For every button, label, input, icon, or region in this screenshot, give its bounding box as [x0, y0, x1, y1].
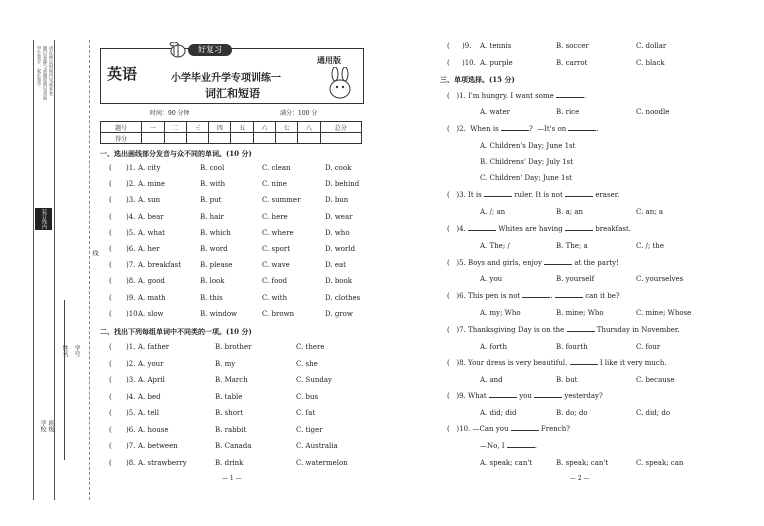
- part3-title: 三、单项选择。(15 分): [440, 75, 515, 84]
- option-c: C. Sunday: [296, 376, 332, 384]
- part2-title: 二、找出下列每组单词中不同类的一项。(10 分): [100, 327, 252, 336]
- option-c: C. she: [296, 359, 318, 368]
- q5-opt-a: A. you: [480, 275, 503, 283]
- option-d: D. book: [325, 277, 352, 286]
- item-number: )1.: [126, 164, 136, 172]
- q8-opt-a: A. and: [480, 376, 503, 384]
- score-cell: [298, 133, 320, 144]
- option-c: C. sport: [262, 245, 291, 253]
- answer-paren: (: [109, 261, 112, 270]
- answer-paren: (: [109, 228, 112, 237]
- answer-paren: (: [447, 42, 450, 50]
- title-box: [100, 48, 364, 104]
- item-number: )2.: [126, 359, 136, 368]
- q7-opt-b: B. fourth: [556, 343, 588, 351]
- option-c: C. dollar: [636, 42, 667, 50]
- score-cell: 五: [231, 122, 253, 133]
- exam-subtitle: 词汇和短语: [205, 87, 260, 100]
- option-a: A. what: [138, 228, 165, 237]
- edition-label: 通用版: [317, 55, 341, 65]
- q1-opt-b: B. rice: [556, 108, 580, 116]
- option-c: C. there: [296, 343, 325, 351]
- q8-stem: ( )8. Your dress is very beautiful. I like it very much.: [447, 359, 667, 367]
- option-b: B. my: [215, 359, 236, 368]
- q10-line2: —No, I .: [480, 442, 538, 450]
- option-c: C. brown: [262, 309, 295, 318]
- score-cell: [142, 133, 164, 144]
- item-number: )5.: [126, 228, 136, 237]
- q2-stem: ( )2. When is ? —It's on .: [447, 125, 599, 133]
- q10-opt-c: C. speak; can: [636, 459, 684, 467]
- answer-paren: (: [109, 245, 112, 253]
- exam-title: 小学毕业升学专项训练一: [171, 73, 281, 84]
- option-d: D. clothes: [325, 293, 361, 302]
- q6-opt-b: B. mine; Who: [556, 309, 604, 317]
- q4-opt-c: C. /; the: [636, 242, 664, 250]
- q3-opt-c: C. an; a: [636, 208, 663, 216]
- q1-opt-a: A. water: [480, 108, 510, 116]
- binding-line: [64, 300, 65, 460]
- option-c: C. wave: [262, 261, 290, 270]
- option-d: D. wear: [325, 212, 353, 221]
- item-number: )8.: [126, 458, 136, 467]
- q1-opt-c: C. noodle: [636, 108, 670, 116]
- item-number: )2.: [126, 180, 136, 189]
- option-a: A. mine: [138, 180, 166, 189]
- q8-opt-b: B. but: [556, 376, 578, 384]
- answer-paren: (: [109, 392, 112, 401]
- score-cell: 题号: [101, 122, 142, 133]
- q9-opt-c: C. did; do: [636, 409, 671, 417]
- option-b: B. which: [200, 228, 231, 237]
- option-a: A. your: [138, 359, 164, 368]
- q6-stem: ( )6. This pen is not . can it be?: [447, 292, 620, 300]
- option-c: C. clean: [262, 164, 291, 172]
- option-d: D. grow: [325, 309, 353, 318]
- option-c: C. black: [636, 59, 665, 67]
- option-b: B. look: [200, 277, 225, 286]
- option-b: B. carrot: [556, 59, 588, 67]
- score-cell: 六: [253, 122, 275, 133]
- page-number-2: — 2 —: [570, 475, 590, 482]
- answer-paren: (: [109, 458, 112, 467]
- answer-paren: (: [109, 212, 112, 221]
- q7-opt-a: A. forth: [480, 343, 507, 351]
- option-b: B. please: [200, 261, 233, 270]
- item-number: )1.: [126, 343, 136, 351]
- option-a: A. bear: [138, 212, 164, 221]
- option-c: C. bus: [296, 392, 319, 401]
- option-d: D. world: [325, 245, 356, 253]
- q9-stem: ( )9. What you yesterday?: [447, 392, 603, 400]
- item-number: )10.: [126, 309, 140, 318]
- option-d: D. cook: [325, 164, 352, 172]
- option-b: B. drink: [215, 458, 244, 467]
- score-cell: 八: [298, 122, 320, 133]
- option-a: A. between: [138, 442, 178, 450]
- answer-paren: (: [109, 293, 112, 302]
- q2-opt-a: A. Children's Day; June 1st: [480, 142, 576, 150]
- option-b: B. brother: [215, 343, 252, 351]
- q9-opt-b: B. do; do: [556, 409, 588, 417]
- number-label: 学号: [73, 345, 80, 357]
- option-d: D. bun: [325, 196, 349, 205]
- rabbit-mascot-icon: [323, 67, 357, 101]
- option-a: A. breakfast: [138, 261, 182, 270]
- q3-stem: ( )3. It is ruler. It is not eraser.: [447, 191, 620, 199]
- option-a: A. city: [138, 164, 161, 172]
- option-a: A. strawberry: [138, 458, 187, 467]
- option-d: D. eat: [325, 261, 346, 270]
- option-b: B. March: [215, 376, 248, 384]
- q4-opt-a: A. The; /: [480, 242, 510, 250]
- bee-icon: [168, 42, 188, 58]
- q2-opt-b: B. Childrens' Day; July 1st: [480, 158, 574, 166]
- q6-opt-c: C. mine; Whose: [636, 309, 692, 317]
- q7-opt-c: C. four: [636, 343, 661, 351]
- item-number: )4.: [126, 392, 136, 401]
- item-number: )6.: [126, 425, 136, 434]
- cut-line: [89, 40, 90, 500]
- option-b: B. cool: [200, 164, 225, 172]
- option-c: C. watermelon: [296, 458, 348, 467]
- option-c: C. summer: [262, 196, 301, 205]
- option-d: D. behind: [325, 180, 360, 189]
- q1-stem: ( )1. I'm hungry. I want some .: [447, 92, 587, 100]
- option-d: D. who: [325, 228, 350, 237]
- answer-paren: (: [109, 409, 112, 417]
- q10-stem: ( )10. —Can you French?: [447, 425, 570, 433]
- score-cell: 二: [164, 122, 186, 133]
- option-b: B. soccer: [556, 42, 589, 50]
- answer-paren: (: [109, 164, 112, 172]
- option-c: C. with: [262, 293, 288, 302]
- score-cell: [209, 133, 231, 144]
- score-cell: 总分: [320, 122, 361, 133]
- page-number-1: — 1 —: [222, 475, 242, 482]
- item-number: )10.: [462, 59, 476, 67]
- q10-opt-b: B. speak; can't: [556, 459, 609, 467]
- option-a: A. bed: [138, 392, 161, 401]
- score-cell: [186, 133, 208, 144]
- option-a: A. purple: [480, 59, 513, 67]
- answer-paren: (: [109, 343, 112, 351]
- q9-opt-a: A. did; did: [480, 409, 517, 417]
- q5-stem: ( )5. Boys and girls, enjoy at the party!: [447, 259, 619, 267]
- item-number: )4.: [126, 212, 136, 221]
- answer-paren: (: [109, 442, 112, 450]
- answer-paren: (: [109, 425, 112, 434]
- option-a: A. tennis: [480, 42, 512, 50]
- class-label: 班级: [47, 420, 54, 432]
- option-b: B. rabbit: [215, 425, 247, 434]
- item-number: )7.: [126, 261, 136, 270]
- item-number: )9.: [126, 293, 136, 302]
- answer-paren: (: [109, 277, 112, 286]
- option-b: B. table: [215, 392, 243, 401]
- score-cell: 七: [276, 122, 298, 133]
- q2-opt-c: C. Children' Day; June 1st: [480, 174, 572, 182]
- score-cell: [320, 133, 361, 144]
- option-c: C. Australia: [296, 442, 338, 450]
- item-number: )3.: [126, 196, 136, 205]
- option-c: C. nine: [262, 180, 287, 189]
- part1-title: 一、选出画线部分发音与众不同的单词。(10 分): [100, 149, 252, 158]
- option-c: C. food: [262, 277, 288, 286]
- option-b: B. short: [215, 409, 244, 417]
- option-b: B. Canada: [215, 442, 252, 450]
- item-number: )9.: [462, 42, 472, 50]
- score-cell: 一: [142, 122, 164, 133]
- score-cell: 得分: [101, 133, 142, 144]
- score-cell: 四: [209, 122, 231, 133]
- option-b: B. this: [200, 293, 223, 302]
- score-cell: [253, 133, 275, 144]
- score-label: 满分：100 分: [280, 110, 318, 117]
- option-a: A. math: [138, 293, 166, 302]
- option-a: A. sun: [138, 196, 161, 205]
- option-a: A. tell: [138, 409, 159, 417]
- option-a: A. her: [138, 245, 160, 253]
- item-number: )6.: [126, 245, 136, 253]
- binding-seal: 装订线内: [35, 208, 52, 230]
- option-a: A. good: [138, 277, 165, 286]
- q8-opt-c: C. because: [636, 376, 675, 384]
- time-label: 时间：90 分钟: [150, 110, 190, 117]
- strip-note-3: 请在规定时间内完成本卷: [48, 46, 53, 96]
- cut-line-label: 线: [91, 250, 98, 256]
- option-c: C. where: [262, 228, 294, 237]
- option-c: C. fat: [296, 409, 316, 417]
- answer-paren: (: [447, 59, 450, 67]
- option-a: A. father: [138, 343, 170, 351]
- option-c: C. here: [262, 212, 288, 221]
- option-b: B. with: [200, 180, 226, 189]
- score-table: [100, 121, 362, 144]
- answer-paren: (: [109, 376, 112, 384]
- option-a: A. house: [138, 425, 169, 434]
- q10-opt-a: A. speak; can't: [480, 459, 533, 467]
- q5-opt-b: B. yourself: [556, 275, 595, 283]
- score-cell: [164, 133, 186, 144]
- q4-stem: ( )4. Whites are having breakfast.: [447, 225, 632, 233]
- answer-paren: (: [109, 359, 112, 368]
- q3-opt-a: A. /; an: [480, 208, 506, 216]
- option-a: A. April: [138, 376, 165, 384]
- score-cell: 三: [186, 122, 208, 133]
- score-cell: [276, 133, 298, 144]
- option-b: B. word: [200, 245, 228, 253]
- q5-opt-c: C. yourselves: [636, 275, 684, 283]
- item-number: )7.: [126, 442, 136, 450]
- option-b: B. hair: [200, 212, 224, 221]
- q4-opt-b: B. The; a: [556, 242, 588, 250]
- item-number: )5.: [126, 409, 136, 417]
- strip-note-1: 学生签字：家长签字：: [36, 46, 41, 91]
- option-b: B. window: [200, 309, 238, 318]
- option-c: C. tiger: [296, 425, 323, 434]
- option-a: A. slow: [138, 309, 164, 318]
- item-number: )3.: [126, 376, 136, 384]
- score-cell: [231, 133, 253, 144]
- q7-stem: ( )7. Thanksgiving Day is on the Thursday in November.: [447, 326, 680, 334]
- answer-paren: (: [109, 309, 112, 318]
- school-label: 学校: [39, 420, 46, 432]
- q3-opt-b: B. a; an: [556, 208, 584, 216]
- strip-note-2: 题目来源与命题说明见背面: [42, 46, 47, 100]
- answer-paren: (: [109, 180, 112, 189]
- answer-paren: (: [109, 196, 112, 205]
- subject-title: 英语: [107, 65, 138, 83]
- badge-text: 好复习: [188, 44, 232, 56]
- q6-opt-a: A. my; Who: [480, 309, 521, 317]
- item-number: )8.: [126, 277, 136, 286]
- option-b: B. put: [200, 196, 222, 205]
